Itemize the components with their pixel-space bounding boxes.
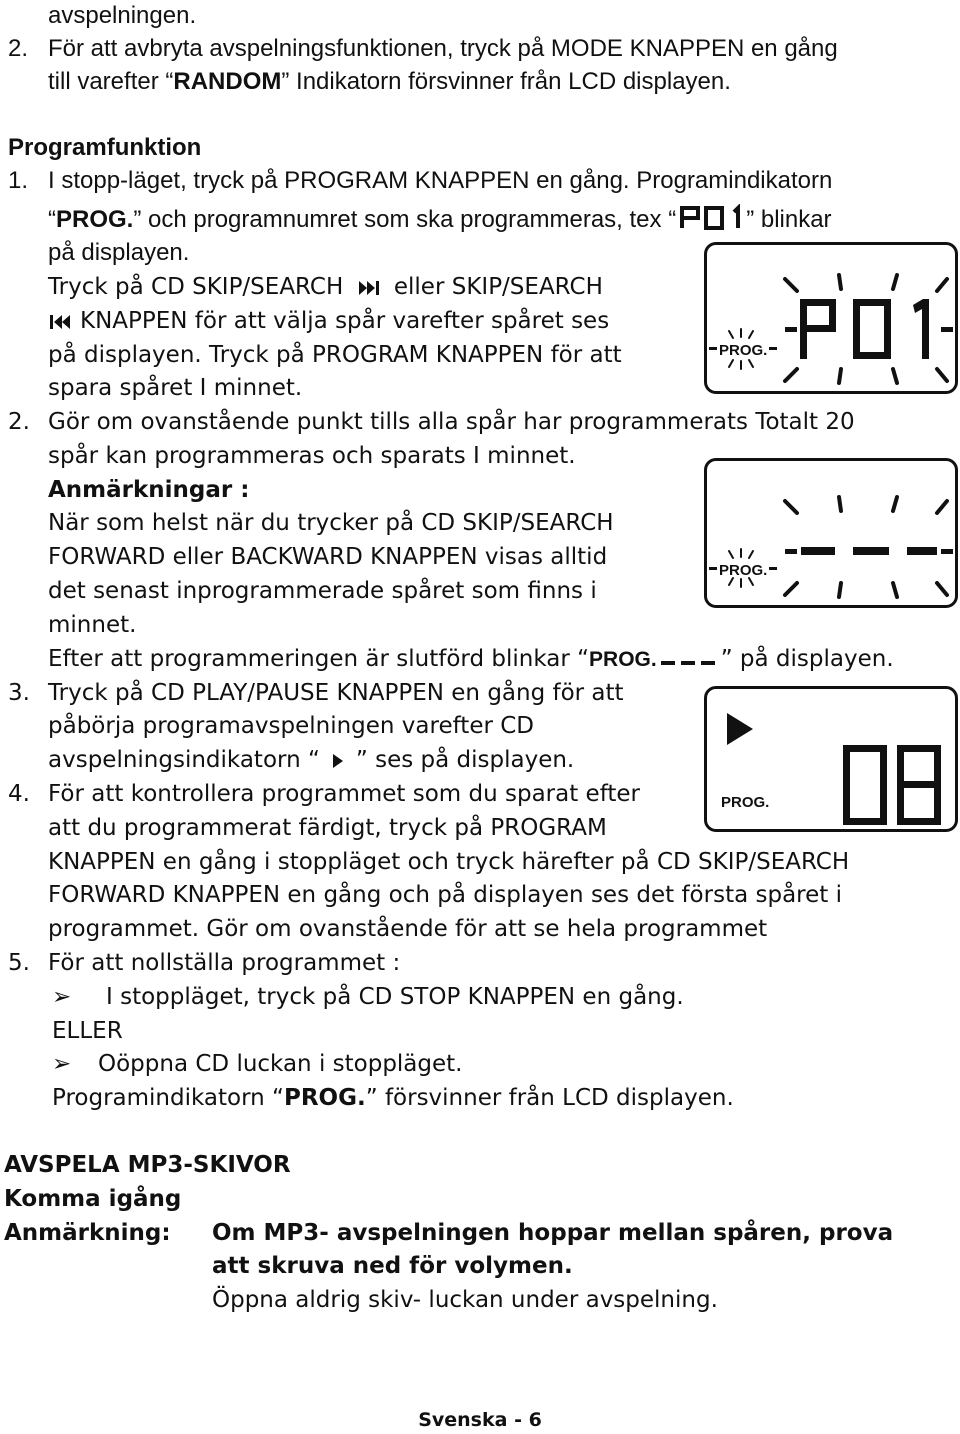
prog-indicator-label: PROG. xyxy=(283,1085,366,1111)
lcd-display-08 xyxy=(704,686,958,832)
note-text: Om MP3- avspelningen hoppar mellan spåren, prova xyxy=(212,1220,894,1246)
text-line: Gör om ovanstående punkt tills alla spår har programmerats Totalt 20 xyxy=(48,409,855,435)
text-line: Oöppna CD luckan i stoppläget. xyxy=(98,1051,463,1077)
list-number: 3. xyxy=(8,680,30,706)
text-fragment: till varefter “ xyxy=(48,68,174,95)
text-line xyxy=(52,1084,734,1112)
text-line: påbörja programavspelningen varefter CD xyxy=(48,713,535,739)
lcd-display-p01 xyxy=(704,242,958,394)
lcd-digits-dashes-icon xyxy=(785,547,953,555)
list-number: 2. xyxy=(8,409,30,435)
p01-lcd-digits-icon xyxy=(678,204,744,232)
text-line xyxy=(48,206,832,234)
bullet-arrow-icon: ➢ xyxy=(52,1051,72,1077)
text-line: FORWARD KNAPPEN en gång och på displayen ses det första spåret i xyxy=(48,882,842,908)
text-line: För att kontrollera programmet som du sparat efter xyxy=(48,781,641,807)
text-line xyxy=(48,645,894,674)
lcd-play-icon xyxy=(727,713,753,745)
note-text: att skruva ned för volymen. xyxy=(212,1253,573,1279)
text-line: spara spåret I minnet. xyxy=(48,375,303,401)
prog-indicator-label: PROG. xyxy=(589,648,657,671)
dash-segments-icon xyxy=(659,653,719,667)
list-number: 2. xyxy=(8,35,29,62)
page-footer: Svenska - 6 xyxy=(418,1409,542,1431)
text-fragment: ” på displayen. xyxy=(720,646,894,672)
text-line: på displayen. Tryck på PROGRAM KNAPPEN för att xyxy=(48,342,622,368)
list-number: 1. xyxy=(8,167,29,194)
text-line: att du programmerat färdigt, tryck på PROGRAM xyxy=(48,815,607,841)
lcd-digits-p01-icon xyxy=(785,299,953,359)
list-number: 5. xyxy=(8,950,30,976)
text-fragment: ” och programnumret som ska programmeras, tex “ xyxy=(133,206,677,233)
text-line: För att avbryta avspelningsfunktionen, tryck på MODE KNAPPEN en gång xyxy=(48,35,838,62)
section-heading: Programfunktion xyxy=(8,134,202,161)
lcd-prog-label: PROG. xyxy=(719,342,768,359)
skip-forward-icon xyxy=(357,279,381,297)
text-line: Tryck på CD PLAY/PAUSE KNAPPEN en gång för att xyxy=(48,680,624,706)
text-line: programmet. Gör om ovanstående för att se hela programmet xyxy=(48,916,768,942)
section-heading: Komma igång xyxy=(4,1186,182,1212)
text-line: När som helst när du trycker på CD SKIP/SEARCH xyxy=(48,510,614,536)
bullet-arrow-icon: ➢ xyxy=(52,984,72,1010)
random-indicator-label: RANDOM xyxy=(173,68,282,95)
lcd-prog-label: PROG. xyxy=(719,562,768,579)
text-line: det senast inprogrammerade spåret som finns i xyxy=(48,578,597,604)
prog-indicator-label: PROG. xyxy=(56,206,134,233)
text-line xyxy=(48,746,574,774)
text-line: på displayen. xyxy=(48,239,190,266)
notes-heading: Anmärkningar : xyxy=(48,477,250,503)
text-fragment: ” försvinner från LCD displayen. xyxy=(365,1085,734,1111)
text-fragment: ” blinkar xyxy=(746,206,832,233)
text-line: FORWARD eller BACKWARD KNAPPEN visas alltid xyxy=(48,544,608,570)
text-line xyxy=(48,273,603,301)
note-text: Öppna aldrig skiv- luckan under avspelning. xyxy=(212,1287,718,1313)
text-line: KNAPPEN en gång i stoppläget och tryck härefter på CD SKIP/SEARCH xyxy=(48,849,850,875)
list-number: 4. xyxy=(8,781,30,807)
section-heading: AVSPELA MP3-SKIVOR xyxy=(4,1152,291,1178)
note-label: Anmärkning: xyxy=(4,1220,171,1246)
text-line: För att nollställa programmet : xyxy=(48,950,401,976)
text-line: spår kan programmeras och sparats I minnet. xyxy=(48,443,576,469)
skip-backward-icon xyxy=(48,313,72,331)
play-indicator-icon xyxy=(326,752,350,770)
text-line: I stoppläget, tryck på CD STOP KNAPPEN en gång. xyxy=(106,984,684,1010)
text-line: I stopp-läget, tryck på PROGRAM KNAPPEN en gång. Programindikatorn xyxy=(48,167,833,194)
text-line: minnet. xyxy=(48,612,137,638)
text-fragment: Tryck på CD SKIP/SEARCH xyxy=(48,274,344,300)
text-fragment: Programindikatorn “ xyxy=(52,1085,284,1111)
text-fragment: eller SKIP/SEARCH xyxy=(393,274,603,300)
text-line xyxy=(48,68,731,96)
text-line: ELLER xyxy=(52,1018,123,1044)
lcd-digits-08-icon xyxy=(843,745,941,825)
lcd-display-dashes xyxy=(704,458,958,608)
text-fragment: avspelningsindikatorn “ xyxy=(48,747,320,773)
text-fragment: “ xyxy=(48,206,56,233)
text-fragment: KNAPPEN för att välja spår varefter spåret ses xyxy=(80,308,610,334)
text-fragment: ” Indikatorn försvinner från LCD displayen. xyxy=(281,68,731,95)
text-fragment: Efter att programmeringen är slutförd blinkar “ xyxy=(48,646,590,672)
text-line: avspelningen. xyxy=(48,2,197,29)
text-line xyxy=(48,307,609,335)
text-fragment: ” ses på displayen. xyxy=(355,747,575,773)
lcd-prog-label: PROG. xyxy=(721,794,770,811)
